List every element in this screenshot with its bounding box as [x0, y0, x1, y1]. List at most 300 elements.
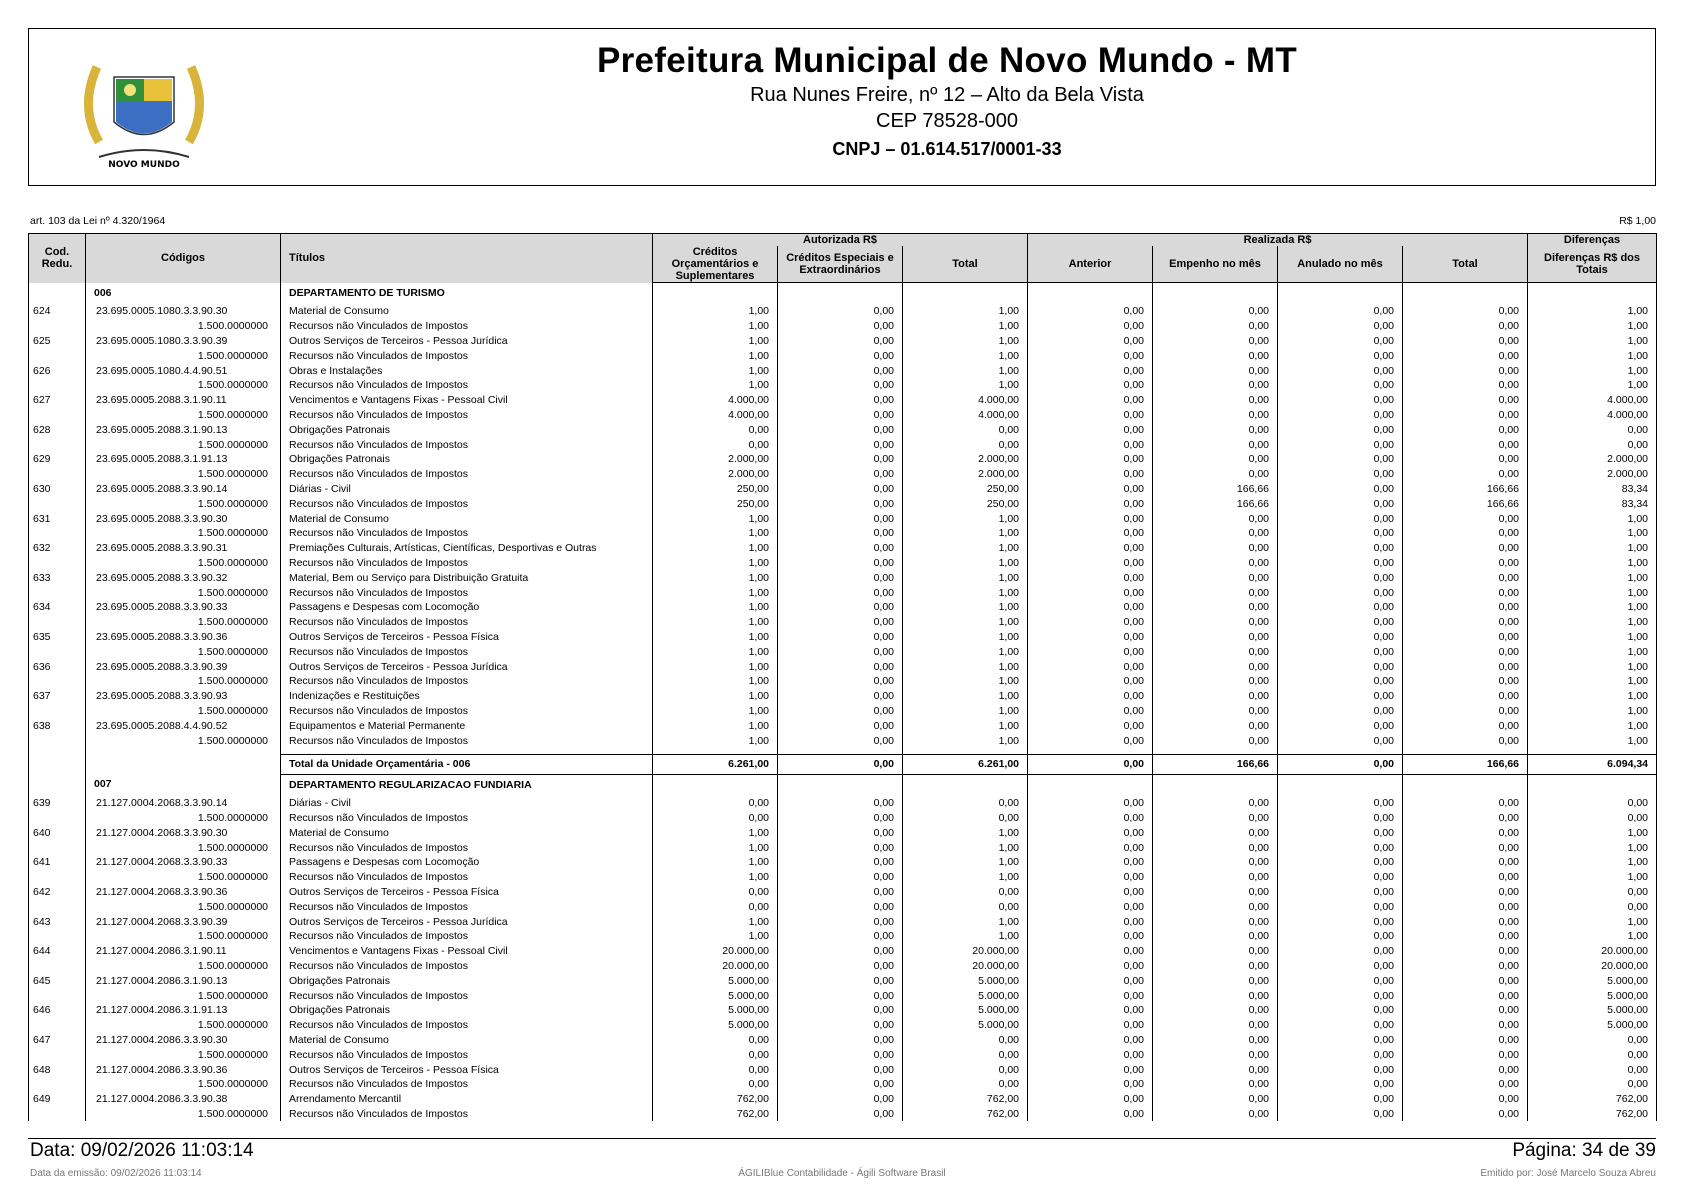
empty-cell: [778, 283, 903, 305]
value-empenho: 0,00: [1153, 914, 1278, 929]
value-total-aut: 1,00: [903, 526, 1028, 541]
table-row: [29, 452, 1657, 467]
value-total-aut: 0,00: [903, 1033, 1028, 1048]
col-creditos-orcamentarios: Créditos Orçamentários e Suplementares: [653, 246, 778, 283]
footer-emission-date: Data da emissão: 09/02/2026 11:03:14: [30, 1168, 202, 1179]
value-anulado: 0,00: [1278, 526, 1403, 541]
value-total-aut: 1,00: [903, 570, 1028, 585]
value-total-aut: 1,00: [903, 659, 1028, 674]
cod-redu: 635: [29, 630, 86, 645]
col-diferencas: Diferenças R$ dos Totais: [1528, 246, 1657, 283]
dotacao-code: 21.127.0004.2068.3.3.90.30: [86, 826, 281, 841]
value-total-aut: 1,00: [903, 600, 1028, 615]
group-diferencas: Diferenças: [1528, 234, 1657, 247]
value-creditos-esp: 0,00: [778, 718, 903, 733]
value-anulado: 0,00: [1278, 467, 1403, 482]
value-empenho: 0,00: [1153, 600, 1278, 615]
value-creditos-orc: 1,00: [653, 615, 778, 630]
value-empenho: 0,00: [1153, 855, 1278, 870]
value-empenho: 0,00: [1153, 363, 1278, 378]
value-creditos-esp: 0,00: [778, 556, 903, 571]
fonte-code: 1.500.0000000: [86, 615, 281, 630]
value-empenho: 166,66: [1153, 496, 1278, 511]
value-creditos-orc: 1,00: [653, 826, 778, 841]
value-creditos-orc: 1,00: [653, 511, 778, 526]
value-anulado: 0,00: [1278, 914, 1403, 929]
value-diferenca: 4.000,00: [1528, 408, 1657, 423]
section-code: 006: [86, 283, 281, 305]
cod-redu: 640: [29, 826, 86, 841]
dotacao-title: Diárias - Civil: [281, 482, 653, 497]
value-creditos-esp: 0,00: [778, 422, 903, 437]
value-anterior: 0,00: [1028, 704, 1153, 719]
value-total-real: 0,00: [1403, 1047, 1528, 1062]
dotacao-code: 21.127.0004.2068.3.3.90.39: [86, 914, 281, 929]
fonte-code: 1.500.0000000: [86, 929, 281, 944]
value-creditos-orc: 1,00: [653, 334, 778, 349]
cod-redu: 644: [29, 944, 86, 959]
empty-cell: [29, 840, 86, 855]
value-anterior: 0,00: [1028, 408, 1153, 423]
value-anterior: 0,00: [1028, 1092, 1153, 1107]
value-creditos-orc: 1,00: [653, 319, 778, 334]
value-anulado: 0,00: [1278, 482, 1403, 497]
value-anterior: 0,00: [1028, 944, 1153, 959]
table-row-fonte: [29, 840, 1657, 855]
cod-redu: 648: [29, 1062, 86, 1077]
value-anulado: 0,00: [1278, 870, 1403, 885]
value-creditos-orc: 1,00: [653, 363, 778, 378]
value-total-real: 0,00: [1403, 570, 1528, 585]
dotacao-code: 23.695.0005.2088.3.3.90.39: [86, 659, 281, 674]
value-empenho: 0,00: [1153, 319, 1278, 334]
value-creditos-esp: 0,00: [778, 570, 903, 585]
value-anterior: 0,00: [1028, 600, 1153, 615]
value-empenho: 0,00: [1153, 408, 1278, 423]
budget-report-table: [28, 233, 1657, 1121]
value-creditos-orc: 0,00: [653, 1047, 778, 1062]
empty-cell: [29, 988, 86, 1003]
value-empenho: 0,00: [1153, 704, 1278, 719]
header-address: Rua Nunes Freire, nº 12 – Alto da Bela Vista: [750, 84, 1144, 106]
value-total-real: 0,00: [1403, 526, 1528, 541]
dotacao-title: Outros Serviços de Terceiros - Pessoa Jurídica: [281, 659, 653, 674]
dotacao-title: Material, Bem ou Serviço para Distribuição Gratuita: [281, 570, 653, 585]
total-creditos-orc: 6.261,00: [653, 754, 778, 774]
dotacao-title: Material de Consumo: [281, 511, 653, 526]
table-row-fonte: [29, 959, 1657, 974]
value-anulado: 0,00: [1278, 319, 1403, 334]
municipal-coat-of-arms-icon: [69, 47, 219, 177]
value-total-aut: 1,00: [903, 348, 1028, 363]
value-anulado: 0,00: [1278, 1062, 1403, 1077]
value-empenho: 0,00: [1153, 1047, 1278, 1062]
value-empenho: 0,00: [1153, 334, 1278, 349]
value-creditos-esp: 0,00: [778, 870, 903, 885]
value-creditos-orc: 2.000,00: [653, 452, 778, 467]
empty-cell: [1153, 283, 1278, 305]
value-total-aut: 5.000,00: [903, 988, 1028, 1003]
value-anterior: 0,00: [1028, 585, 1153, 600]
table-row-fonte: [29, 496, 1657, 511]
value-total-aut: 0,00: [903, 1062, 1028, 1077]
value-anulado: 0,00: [1278, 393, 1403, 408]
value-total-real: 0,00: [1403, 511, 1528, 526]
value-total-aut: 1,00: [903, 319, 1028, 334]
dotacao-title: Diárias - Civil: [281, 796, 653, 811]
value-creditos-orc: 1,00: [653, 526, 778, 541]
empty-cell: [1028, 283, 1153, 305]
empty-cell: [903, 774, 1028, 796]
value-total-aut: 250,00: [903, 496, 1028, 511]
value-anulado: 0,00: [1278, 944, 1403, 959]
value-total-real: 0,00: [1403, 1062, 1528, 1077]
value-empenho: 0,00: [1153, 511, 1278, 526]
value-anterior: 0,00: [1028, 811, 1153, 826]
value-creditos-orc: 1,00: [653, 840, 778, 855]
value-anulado: 0,00: [1278, 644, 1403, 659]
value-anterior: 0,00: [1028, 467, 1153, 482]
fonte-code: 1.500.0000000: [86, 644, 281, 659]
value-creditos-esp: 0,00: [778, 929, 903, 944]
value-diferenca: 0,00: [1528, 796, 1657, 811]
value-diferenca: 1,00: [1528, 718, 1657, 733]
fonte-title: Recursos não Vinculados de Impostos: [281, 467, 653, 482]
fonte-title: Recursos não Vinculados de Impostos: [281, 840, 653, 855]
table-row-fonte: [29, 1047, 1657, 1062]
dotacao-code: 21.127.0004.2068.3.3.90.33: [86, 855, 281, 870]
value-diferenca: 0,00: [1528, 1077, 1657, 1092]
value-total-real: 0,00: [1403, 704, 1528, 719]
fonte-code: 1.500.0000000: [86, 811, 281, 826]
value-creditos-orc: 250,00: [653, 496, 778, 511]
value-total-real: 0,00: [1403, 914, 1528, 929]
empty-cell: [29, 754, 86, 774]
value-total-aut: 0,00: [903, 1077, 1028, 1092]
value-creditos-esp: 0,00: [778, 482, 903, 497]
value-anterior: 0,00: [1028, 393, 1153, 408]
table-row: [29, 393, 1657, 408]
fonte-code: 1.500.0000000: [86, 1107, 281, 1122]
table-row: [29, 855, 1657, 870]
empty-cell: [29, 283, 86, 305]
fonte-code: 1.500.0000000: [86, 496, 281, 511]
value-anterior: 0,00: [1028, 1033, 1153, 1048]
dotacao-code: 21.127.0004.2068.3.3.90.36: [86, 885, 281, 900]
footer-divider: [28, 1138, 1656, 1139]
value-anterior: 0,00: [1028, 718, 1153, 733]
footer-page-number: Página: 34 de 39: [1512, 1140, 1656, 1161]
table-row: [29, 304, 1657, 319]
group-realizada: Realizada R$: [1028, 234, 1528, 247]
value-creditos-esp: 0,00: [778, 437, 903, 452]
value-creditos-orc: 20.000,00: [653, 944, 778, 959]
table-row: [29, 482, 1657, 497]
value-empenho: 0,00: [1153, 811, 1278, 826]
value-anterior: 0,00: [1028, 733, 1153, 748]
value-creditos-esp: 0,00: [778, 644, 903, 659]
value-anulado: 0,00: [1278, 973, 1403, 988]
header-cnpj: CNPJ – 01.614.517/0001-33: [832, 139, 1062, 159]
fonte-code: 1.500.0000000: [86, 437, 281, 452]
value-empenho: 0,00: [1153, 1077, 1278, 1092]
value-total-real: 0,00: [1403, 973, 1528, 988]
fonte-title: Recursos não Vinculados de Impostos: [281, 1047, 653, 1062]
fonte-title: Recursos não Vinculados de Impostos: [281, 615, 653, 630]
fonte-code: 1.500.0000000: [86, 378, 281, 393]
value-empenho: 0,00: [1153, 570, 1278, 585]
value-creditos-orc: 4.000,00: [653, 393, 778, 408]
value-diferenca: 1,00: [1528, 304, 1657, 319]
value-anterior: 0,00: [1028, 304, 1153, 319]
value-anterior: 0,00: [1028, 452, 1153, 467]
value-total-real: 0,00: [1403, 630, 1528, 645]
value-total-aut: 5.000,00: [903, 1003, 1028, 1018]
value-diferenca: 83,34: [1528, 496, 1657, 511]
value-anulado: 0,00: [1278, 363, 1403, 378]
value-empenho: 0,00: [1153, 870, 1278, 885]
empty-cell: [29, 899, 86, 914]
dotacao-title: Outros Serviços de Terceiros - Pessoa Física: [281, 1062, 653, 1077]
table-row: [29, 885, 1657, 900]
value-total-aut: 1,00: [903, 630, 1028, 645]
table-row-fonte: [29, 1107, 1657, 1122]
fonte-title: Recursos não Vinculados de Impostos: [281, 437, 653, 452]
header-cep: CEP 78528-000: [876, 110, 1018, 132]
value-total-real: 0,00: [1403, 452, 1528, 467]
cod-redu: 633: [29, 570, 86, 585]
dotacao-title: Indenizações e Restituições: [281, 689, 653, 704]
value-creditos-orc: 1,00: [653, 630, 778, 645]
table-row-fonte: [29, 870, 1657, 885]
empty-cell: [29, 319, 86, 334]
value-total-real: 0,00: [1403, 1077, 1528, 1092]
empty-cell: [1278, 774, 1403, 796]
empty-cell: [29, 1018, 86, 1033]
value-anulado: 0,00: [1278, 452, 1403, 467]
value-anterior: 0,00: [1028, 556, 1153, 571]
value-empenho: 0,00: [1153, 1033, 1278, 1048]
value-diferenca: 1,00: [1528, 704, 1657, 719]
value-total-real: 0,00: [1403, 467, 1528, 482]
value-empenho: 0,00: [1153, 929, 1278, 944]
value-anulado: 0,00: [1278, 630, 1403, 645]
empty-cell: [29, 437, 86, 452]
value-empenho: 0,00: [1153, 1003, 1278, 1018]
table-row-fonte: [29, 644, 1657, 659]
value-creditos-esp: 0,00: [778, 511, 903, 526]
value-anterior: 0,00: [1028, 570, 1153, 585]
value-creditos-esp: 0,00: [778, 885, 903, 900]
value-diferenca: 0,00: [1528, 1047, 1657, 1062]
col-anterior: Anterior: [1028, 246, 1153, 283]
value-creditos-esp: 0,00: [778, 378, 903, 393]
empty-cell: [903, 283, 1028, 305]
value-creditos-orc: 762,00: [653, 1092, 778, 1107]
fonte-code: 1.500.0000000: [86, 840, 281, 855]
value-empenho: 0,00: [1153, 796, 1278, 811]
value-total-real: 0,00: [1403, 348, 1528, 363]
fonte-code: 1.500.0000000: [86, 526, 281, 541]
value-diferenca: 1,00: [1528, 615, 1657, 630]
section-title: DEPARTAMENTO REGULARIZACAO FUNDIARIA: [281, 774, 653, 796]
value-anterior: 0,00: [1028, 855, 1153, 870]
value-anulado: 0,00: [1278, 1092, 1403, 1107]
value-total-aut: 1,00: [903, 556, 1028, 571]
value-total-aut: 20.000,00: [903, 959, 1028, 974]
value-total-aut: 1,00: [903, 511, 1028, 526]
value-diferenca: 762,00: [1528, 1092, 1657, 1107]
empty-cell: [29, 378, 86, 393]
dotacao-title: Outros Serviços de Terceiros - Pessoa Física: [281, 630, 653, 645]
value-diferenca: 5.000,00: [1528, 988, 1657, 1003]
empty-cell: [29, 526, 86, 541]
section-header-row: [29, 283, 1657, 305]
cod-redu: 641: [29, 855, 86, 870]
value-total-aut: 1,00: [903, 334, 1028, 349]
value-anterior: 0,00: [1028, 929, 1153, 944]
table-row-fonte: [29, 408, 1657, 423]
value-creditos-esp: 0,00: [778, 393, 903, 408]
value-total-aut: 1,00: [903, 929, 1028, 944]
table-row: [29, 1092, 1657, 1107]
value-total-real: 0,00: [1403, 826, 1528, 841]
value-empenho: 0,00: [1153, 467, 1278, 482]
value-creditos-orc: 1,00: [653, 585, 778, 600]
value-anterior: 0,00: [1028, 870, 1153, 885]
value-creditos-orc: 0,00: [653, 885, 778, 900]
value-anterior: 0,00: [1028, 319, 1153, 334]
fonte-title: Recursos não Vinculados de Impostos: [281, 556, 653, 571]
value-anterior: 0,00: [1028, 1047, 1153, 1062]
svg-text:NOVO MUNDO: NOVO MUNDO: [108, 160, 180, 170]
empty-cell: [29, 556, 86, 571]
value-creditos-orc: 1,00: [653, 378, 778, 393]
value-anterior: 0,00: [1028, 826, 1153, 841]
value-empenho: 0,00: [1153, 973, 1278, 988]
value-anterior: 0,00: [1028, 840, 1153, 855]
value-empenho: 0,00: [1153, 1062, 1278, 1077]
value-creditos-orc: 5.000,00: [653, 1018, 778, 1033]
value-anulado: 0,00: [1278, 1047, 1403, 1062]
dotacao-code: 21.127.0004.2086.3.3.90.36: [86, 1062, 281, 1077]
fonte-title: Recursos não Vinculados de Impostos: [281, 644, 653, 659]
empty-cell: [29, 496, 86, 511]
footer-software: ÁGILIBlue Contabilidade - Ágili Software Brasil: [738, 1168, 946, 1179]
table-row: [29, 600, 1657, 615]
value-creditos-esp: 0,00: [778, 689, 903, 704]
value-total-aut: 4.000,00: [903, 408, 1028, 423]
value-anulado: 0,00: [1278, 1018, 1403, 1033]
dotacao-code: 21.127.0004.2086.3.1.90.13: [86, 973, 281, 988]
value-empenho: 0,00: [1153, 541, 1278, 556]
table-row-fonte: [29, 1077, 1657, 1092]
value-empenho: 0,00: [1153, 674, 1278, 689]
value-diferenca: 5.000,00: [1528, 1003, 1657, 1018]
total-label: Total da Unidade Orçamentária - 006: [281, 754, 653, 774]
value-anterior: 0,00: [1028, 914, 1153, 929]
cod-redu: 628: [29, 422, 86, 437]
value-diferenca: 1,00: [1528, 733, 1657, 748]
dotacao-code: 23.695.0005.2088.3.3.90.93: [86, 689, 281, 704]
value-creditos-orc: 762,00: [653, 1107, 778, 1122]
value-empenho: 0,00: [1153, 393, 1278, 408]
table-row-fonte: [29, 899, 1657, 914]
fonte-title: Recursos não Vinculados de Impostos: [281, 959, 653, 974]
value-total-aut: 1,00: [903, 585, 1028, 600]
value-creditos-esp: 0,00: [778, 1003, 903, 1018]
table-row-fonte: [29, 811, 1657, 826]
value-total-real: 0,00: [1403, 988, 1528, 1003]
fonte-title: Recursos não Vinculados de Impostos: [281, 319, 653, 334]
value-anulado: 0,00: [1278, 855, 1403, 870]
empty-cell: [653, 283, 778, 305]
value-creditos-esp: 0,00: [778, 1018, 903, 1033]
value-diferenca: 1,00: [1528, 570, 1657, 585]
fonte-code: 1.500.0000000: [86, 733, 281, 748]
value-anterior: 0,00: [1028, 482, 1153, 497]
value-anulado: 0,00: [1278, 422, 1403, 437]
empty-cell: [1403, 774, 1528, 796]
value-total-real: 0,00: [1403, 363, 1528, 378]
value-anulado: 0,00: [1278, 811, 1403, 826]
value-creditos-esp: 0,00: [778, 1077, 903, 1092]
dotacao-code: 23.695.0005.1080.4.4.90.51: [86, 363, 281, 378]
value-creditos-esp: 0,00: [778, 796, 903, 811]
value-total-aut: 762,00: [903, 1107, 1028, 1122]
fonte-code: 1.500.0000000: [86, 585, 281, 600]
total-anulado: 0,00: [1278, 754, 1403, 774]
fonte-code: 1.500.0000000: [86, 348, 281, 363]
fonte-title: Recursos não Vinculados de Impostos: [281, 348, 653, 363]
dotacao-title: Obrigações Patronais: [281, 422, 653, 437]
table-row: [29, 1062, 1657, 1077]
empty-cell: [29, 615, 86, 630]
value-total-aut: 1,00: [903, 704, 1028, 719]
value-creditos-orc: 1,00: [653, 733, 778, 748]
value-total-real: 0,00: [1403, 855, 1528, 870]
total-diferenca: 6.094,34: [1528, 754, 1657, 774]
value-creditos-esp: 0,00: [778, 944, 903, 959]
value-empenho: 0,00: [1153, 556, 1278, 571]
table-row: [29, 914, 1657, 929]
value-empenho: 0,00: [1153, 437, 1278, 452]
value-anterior: 0,00: [1028, 630, 1153, 645]
value-creditos-orc: 5.000,00: [653, 1003, 778, 1018]
empty-cell: [29, 733, 86, 748]
value-anulado: 0,00: [1278, 541, 1403, 556]
value-total-real: 0,00: [1403, 840, 1528, 855]
value-total-aut: 1,00: [903, 644, 1028, 659]
value-diferenca: 1,00: [1528, 674, 1657, 689]
cod-redu: 627: [29, 393, 86, 408]
fonte-title: Recursos não Vinculados de Impostos: [281, 811, 653, 826]
value-total-aut: 2.000,00: [903, 452, 1028, 467]
value-anterior: 0,00: [1028, 988, 1153, 1003]
value-creditos-esp: 0,00: [778, 348, 903, 363]
value-total-real: 0,00: [1403, 541, 1528, 556]
dotacao-code: 23.695.0005.2088.3.3.90.30: [86, 511, 281, 526]
dotacao-title: Material de Consumo: [281, 826, 653, 841]
value-total-real: 0,00: [1403, 334, 1528, 349]
empty-cell: [29, 1107, 86, 1122]
value-anterior: 0,00: [1028, 437, 1153, 452]
value-anulado: 0,00: [1278, 659, 1403, 674]
value-anterior: 0,00: [1028, 348, 1153, 363]
value-total-real: 0,00: [1403, 1092, 1528, 1107]
fonte-title: Recursos não Vinculados de Impostos: [281, 496, 653, 511]
value-total-real: 166,66: [1403, 482, 1528, 497]
